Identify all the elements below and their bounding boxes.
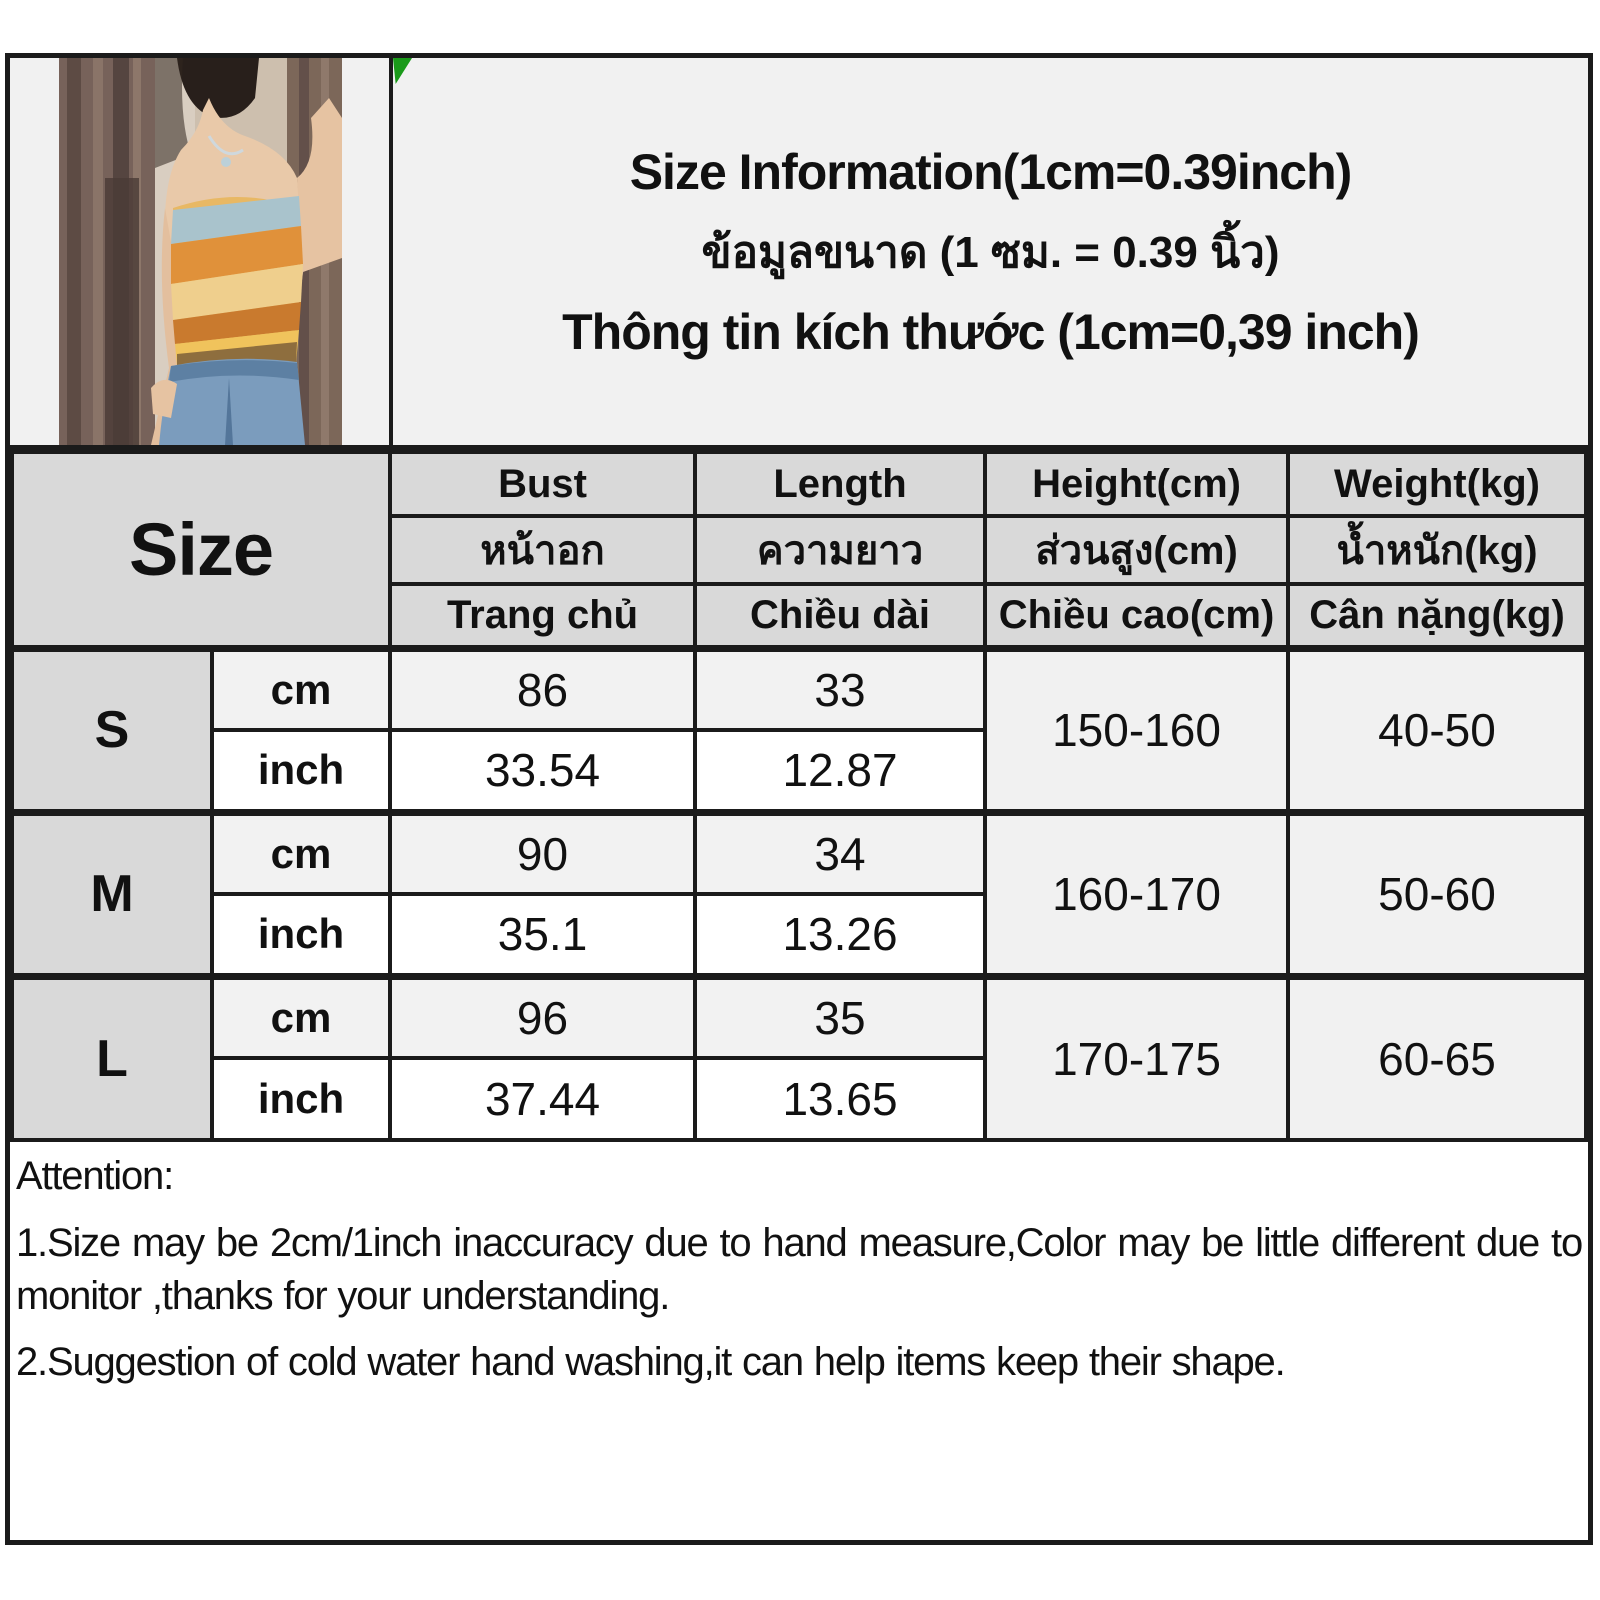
- title-thai: ข้อมูลขนาด (1 ซม. = 0.39 นิ้ว): [701, 227, 1280, 277]
- s-height-range: 150-160: [985, 648, 1288, 812]
- unit-cm: cm: [212, 648, 390, 730]
- l-bust-inch: 37.44: [390, 1058, 695, 1140]
- s-weight-range: 40-50: [1288, 648, 1586, 812]
- title-cell: [393, 58, 1588, 445]
- top-section: [10, 58, 1588, 450]
- header-length-en: Length: [695, 452, 985, 516]
- header-weight-th: น้ำหนัก(kg): [1288, 516, 1586, 584]
- row-s-cm: [12, 648, 1586, 730]
- header-row-english: [12, 452, 1586, 516]
- l-weight-range: 60-65: [1288, 976, 1586, 1140]
- m-weight-range: 50-60: [1288, 812, 1586, 976]
- s-length-cm: 33: [695, 648, 985, 730]
- m-length-inch: 13.26: [695, 894, 985, 976]
- header-weight-en: Weight(kg): [1288, 452, 1586, 516]
- size-header-cell: Size: [12, 452, 390, 648]
- header-bust-vi: Trang chủ: [390, 584, 695, 648]
- size-label-l: L: [12, 976, 212, 1140]
- l-length-cm: 35: [695, 976, 985, 1058]
- unit-inch: inch: [212, 894, 390, 976]
- unit-inch: inch: [212, 1058, 390, 1140]
- size-chart-frame: [5, 53, 1593, 1545]
- product-photo: [59, 58, 342, 445]
- s-length-inch: 12.87: [695, 730, 985, 812]
- header-height-th: ส่วนสูง(cm): [985, 516, 1288, 584]
- title-vietnamese: Thông tin kích thước (1cm=0,39 inch): [562, 303, 1419, 360]
- size-label-m: M: [12, 812, 212, 976]
- title-english: Size Information(1cm=0.39inch): [629, 143, 1352, 200]
- m-bust-inch: 35.1: [390, 894, 695, 976]
- unit-inch: inch: [212, 730, 390, 812]
- l-bust-cm: 96: [390, 976, 695, 1058]
- header-bust-th: หน้าอก: [390, 516, 695, 584]
- unit-cm: cm: [212, 812, 390, 894]
- header-length-th: ความยาว: [695, 516, 985, 584]
- s-bust-cm: 86: [390, 648, 695, 730]
- attention-heading: Attention:: [16, 1154, 174, 1198]
- l-height-range: 170-175: [985, 976, 1288, 1140]
- header-height-vi: Chiều cao(cm): [985, 584, 1288, 648]
- row-m-cm: [12, 812, 1586, 894]
- attention-note-1: 1.Size may be 2cm/1inch inaccuracy due to hand measure,Color may be little different due to monitor ,thanks for your understanding.: [16, 1220, 1582, 1318]
- size-label-s: S: [12, 648, 212, 812]
- m-height-range: 160-170: [985, 812, 1288, 976]
- unit-cm: cm: [212, 976, 390, 1058]
- m-bust-cm: 90: [390, 812, 695, 894]
- header-bust-en: Bust: [390, 452, 695, 516]
- m-length-cm: 34: [695, 812, 985, 894]
- attention-note-2: 2.Suggestion of cold water hand washing,it can help items keep their shape.: [16, 1340, 1285, 1385]
- header-length-vi: Chiều dài: [695, 584, 985, 648]
- attention-section: [10, 1142, 1588, 1540]
- s-bust-inch: 33.54: [390, 730, 695, 812]
- header-weight-vi: Cân nặng(kg): [1288, 584, 1586, 648]
- header-height-en: Height(cm): [985, 452, 1288, 516]
- l-length-inch: 13.65: [695, 1058, 985, 1140]
- green-corner-flag-icon: [393, 58, 412, 84]
- product-photo-cell: [10, 58, 393, 445]
- size-table: [10, 450, 1588, 1142]
- row-l-cm: [12, 976, 1586, 1058]
